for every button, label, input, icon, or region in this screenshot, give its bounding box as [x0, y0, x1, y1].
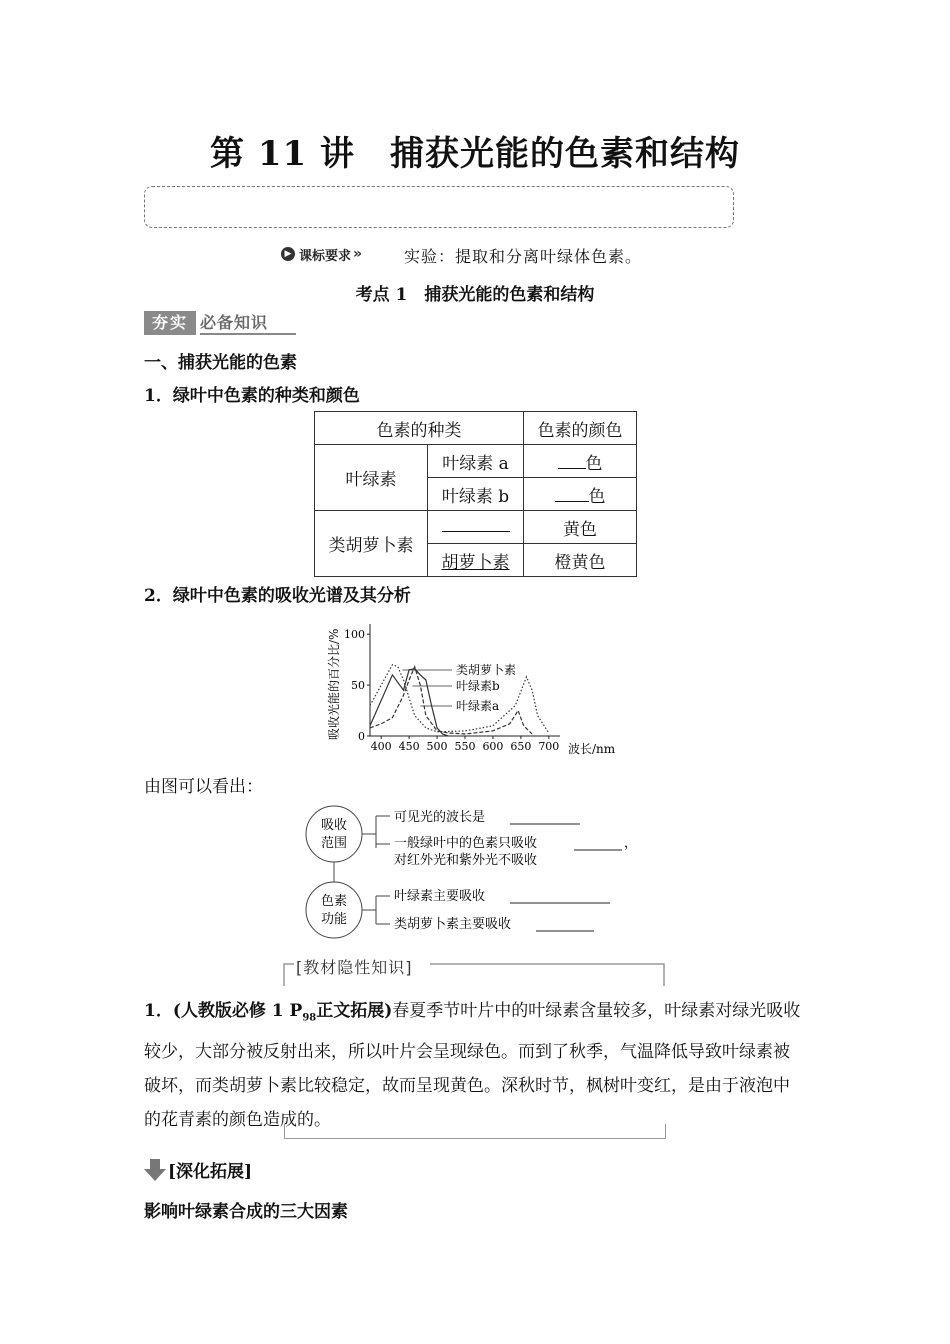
blank-line [442, 531, 510, 532]
node1-line2: 范围 [320, 836, 348, 851]
para-source-sub: 98 [302, 1012, 317, 1024]
requirement-badge-label: 课标要求 [299, 248, 352, 264]
table-cell-chl-a: 叶绿素 a [428, 445, 524, 478]
y-tick-label: 0 [358, 730, 365, 743]
node2-line1: 色素 [320, 894, 348, 909]
diagram-line2-end: ， [624, 836, 638, 851]
legend-label: 类胡萝卜素 [456, 663, 517, 677]
table-cell-yellow: 黄色 [524, 511, 637, 544]
hidden-knowledge-paragraph [144, 994, 804, 1137]
table-cell-color-b [524, 478, 637, 511]
para-source-2: 正文拓展) [316, 1001, 393, 1021]
x-tick-label: 400 [370, 740, 392, 753]
hidden-knowledge-label: [教材隐性知识] [296, 958, 413, 977]
hidden-box-bottom-border [284, 1124, 666, 1139]
requirement-badge [281, 244, 362, 264]
deep-extension-label: [深化拓展] [168, 1162, 253, 1182]
page-title: 第 11 讲 捕获光能的色素和结构 [210, 134, 740, 174]
table-cell-chlorophyll: 叶绿素 [315, 445, 428, 511]
table-cell-chl-b: 叶绿素 b [428, 478, 524, 511]
x-tick-label: 500 [426, 740, 448, 753]
x-tick-label: 650 [510, 740, 532, 753]
deep-extension-heading [144, 1157, 252, 1182]
legend-label: 叶绿素b [456, 679, 500, 693]
y-tick-label: 50 [351, 679, 365, 693]
banner-tag: 夯实 [144, 311, 196, 335]
node-pigment-function [306, 882, 362, 938]
bracket-2 [362, 896, 390, 924]
table-cell-carotenoid: 类胡萝卜素 [315, 511, 428, 577]
node1-line1: 吸收 [320, 818, 348, 833]
absorption-chart [320, 616, 640, 758]
section-heading: 一、捕获光能的色素 [144, 353, 297, 373]
kaodian-heading: 考点 1 捕获光能的色素和结构 [355, 285, 595, 305]
diagram-line4: 叶绿素主要吸收 [394, 889, 486, 904]
bottom-heading: 影响叶绿素合成的三大因素 [144, 1202, 348, 1222]
x-tick-label: 600 [482, 740, 504, 753]
table-cell-color-a [524, 445, 637, 478]
para-source: 1．(人教版必修 1 P [144, 1001, 303, 1021]
table-cell-orange: 橙黄色 [524, 544, 637, 577]
sub-heading-2: 2．绿叶中色素的吸收光谱及其分析 [144, 586, 411, 606]
diagram-line1: 可见光的波长是 [394, 810, 486, 825]
sub-heading-1: 1．绿叶中色素的种类和颜色 [144, 386, 360, 406]
diagram-line3: 对红外光和紫外光不吸收 [394, 853, 538, 868]
diagram-line2: 一般绿叶中的色素只吸收 [394, 836, 538, 851]
play-icon: ▶ [281, 247, 295, 261]
color-suffix: 色 [588, 486, 606, 507]
color-suffix: 色 [585, 453, 603, 474]
y-tick-label: 100 [344, 628, 365, 642]
pigment-table [314, 411, 637, 577]
dashed-box [144, 186, 734, 228]
table-cell-carotene: 胡萝卜素 [428, 544, 524, 577]
blank-line [555, 501, 589, 502]
table-cell-blank [428, 511, 524, 544]
x-axis-label: 波长/nm [568, 742, 616, 756]
requirement-text: 实验：提取和分离叶绿体色素。 [404, 247, 643, 266]
table-header-color: 色素的颜色 [524, 412, 637, 445]
para-text: 春夏季节叶片中的叶绿素含量较多，叶绿素对绿光吸收较少，大部分被反射出来，所以叶片会呈现绿色。而到了秋季，气温降低导致叶绿素被破坏，而类胡萝卜素比较稳定，故而呈现黄色。深秋时节，枫树叶变红，是由于液泡中的花青素的颜色造成的。 [144, 1001, 801, 1131]
blank-line [558, 468, 586, 469]
observe-text: 由图可以看出： [144, 777, 263, 797]
y-axis-label: 吸收光能的百分比/% [327, 628, 341, 740]
analysis-diagram [300, 804, 640, 940]
node2-line2: 功能 [320, 912, 348, 927]
x-tick-label: 550 [454, 740, 476, 753]
diagram-line5: 类胡萝卜素主要吸收 [394, 917, 512, 932]
down-arrow-icon [144, 1159, 166, 1181]
banner-label: 必备知识 [200, 311, 296, 335]
legend-label: 叶绿素a [456, 699, 500, 713]
double-chevron-icon: » [353, 246, 363, 262]
bracket-1 [362, 816, 390, 848]
x-tick-label: 700 [538, 740, 560, 753]
x-tick-label: 450 [398, 740, 420, 753]
table-header-type: 色素的种类 [315, 412, 524, 445]
node-absorption-range [306, 806, 362, 862]
